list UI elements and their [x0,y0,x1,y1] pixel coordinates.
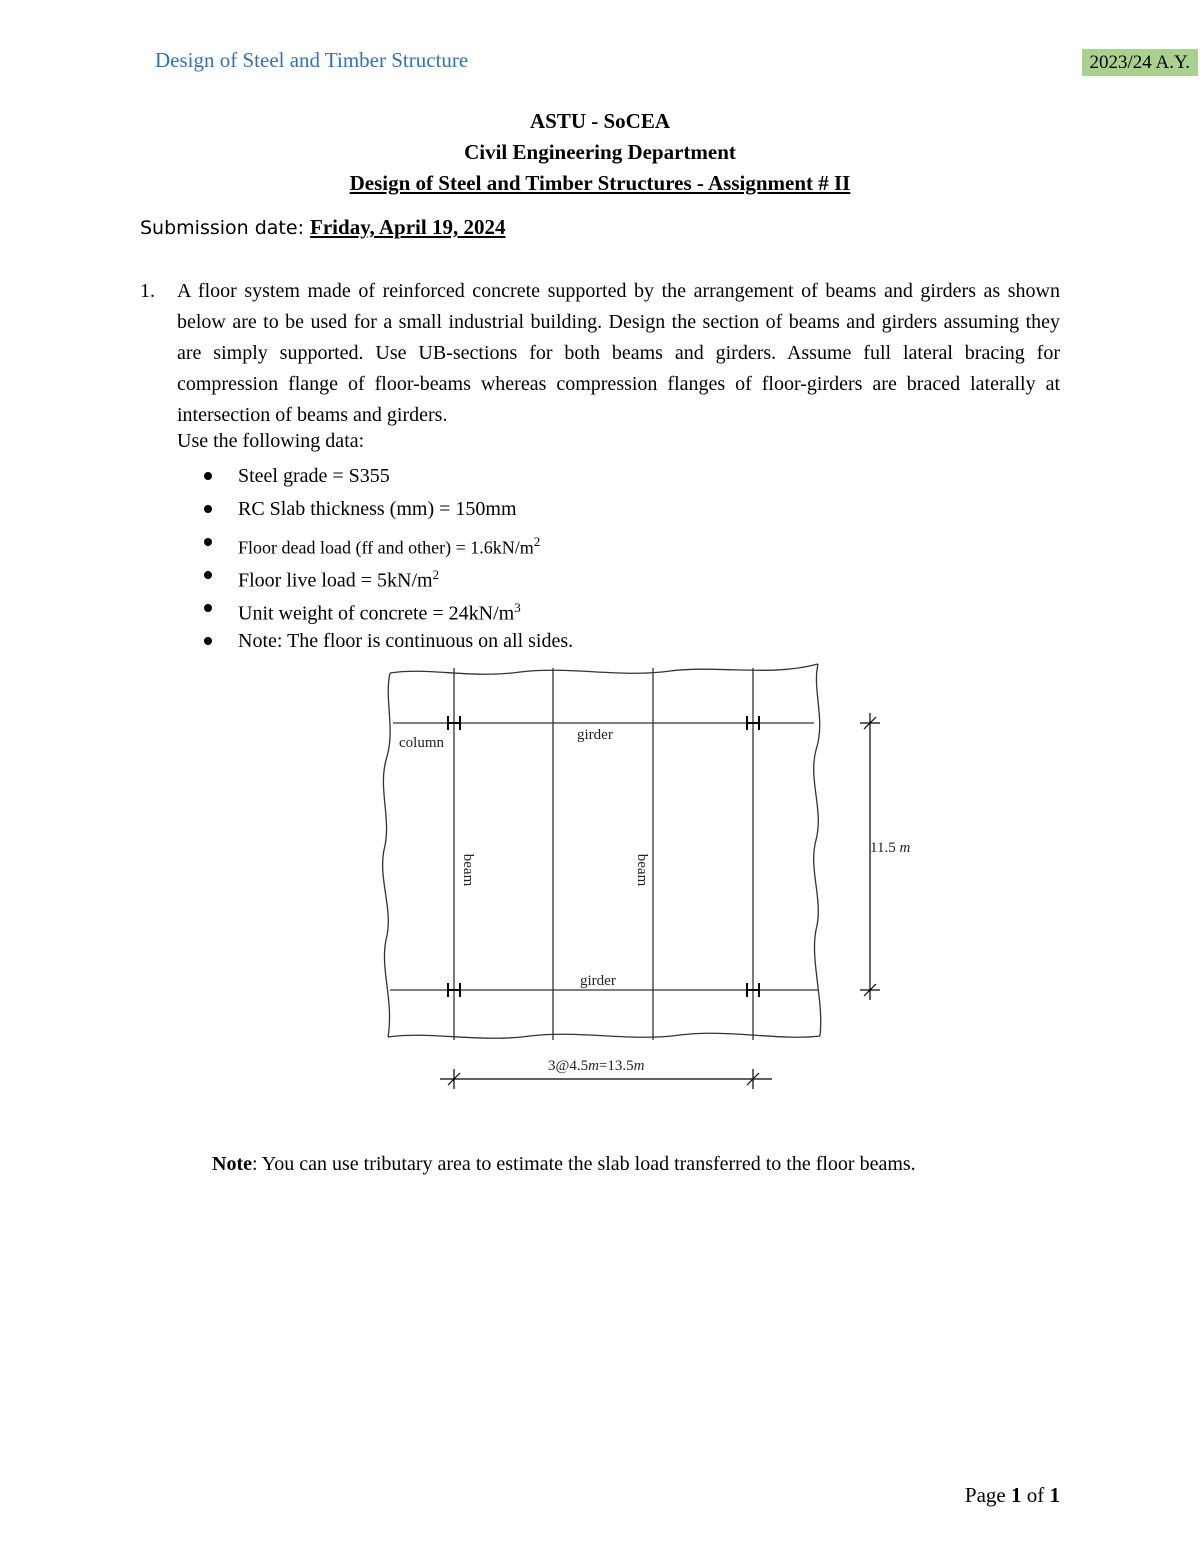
dim-horizontal-label: 3@4.5m=13.5m [548,1058,645,1074]
page-total: 1 [1049,1483,1060,1507]
question-text: A floor system made of reinforced concrete supported by the arrangement of beams and girders as shown below are to be used for a small industrial building. Design the section of beams and girders assuming they are simply supported. Use UB-sections for both beams and girders. Assume full lateral bracing for compression flange of floor-beams whereas compression flanges of floor-girders are braced laterally at intersection of beams and girders. [177,280,1060,426]
submission-label: Submission date: [140,217,311,239]
note-line [212,1153,916,1176]
submission-date: Friday, April 19, 2024 [310,215,506,239]
list-item: Floor dead load (ff and other) = $1.6kN/m^2$ [200,527,573,560]
title-department: Civil Engineering Department [464,140,736,164]
list-item: Steel grade = S355 [200,461,573,494]
label-column: column [399,735,444,751]
list-item: Note: The floor is continuous on all sides. [200,626,573,659]
question-number: 1. [140,280,155,302]
header-course-title: Design of Steel and Timber Structure [155,48,469,72]
use-data-label: Use the following data: [177,430,365,452]
header-academic-year: 2023/24 A.Y. [1082,49,1198,76]
title-institution: ASTU - SoCEA [529,109,671,133]
slab-break-bottom [388,1033,820,1038]
label-girder-bottom: girder [580,973,616,989]
title-assignment: Design of Steel and Timber Structures - Assignment # II [349,171,851,195]
list-item: Floor live load = $5kN/m^2$ [200,560,573,593]
note-label: Note [212,1153,252,1175]
label-beam-right: beam [634,853,650,887]
page-number: 1 [1011,1483,1022,1507]
label-girder-top: girder [577,727,613,743]
note-text: : You can use tributary area to estimate the slab load transferred to the floor beams. [251,1153,916,1175]
label-beam-left: beam [460,853,476,887]
list-item: RC Slab thickness (mm) = 150mm [200,494,573,527]
list-item: Unit weight of concrete = $24kN/m^3$ [200,593,573,626]
slab-break-right [814,664,821,1036]
page-footer: Page 1 of 1 [964,1483,1060,1507]
dim-vertical-label: 11.5 m [870,840,911,856]
slab-break-left [383,673,391,1037]
